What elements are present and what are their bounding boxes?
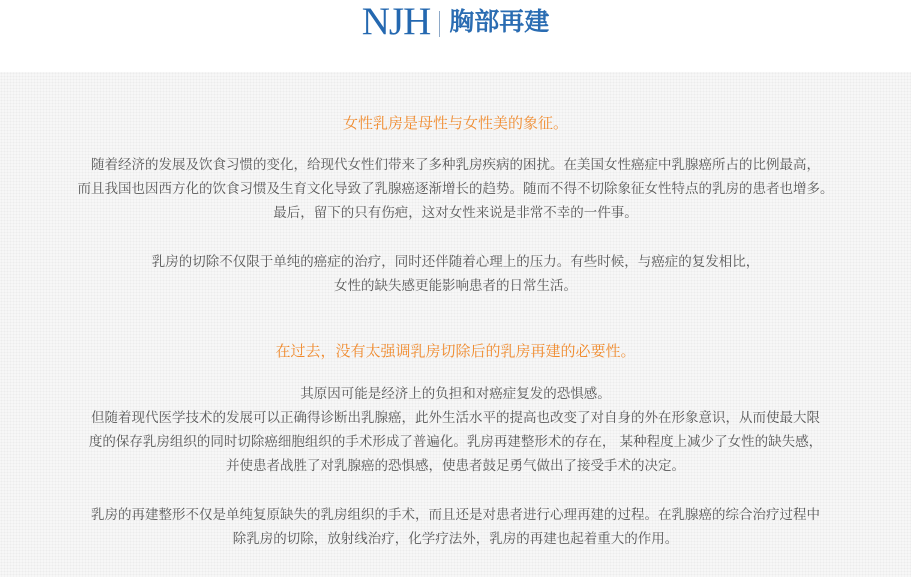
paragraph-line: 女性的缺失感更能影响患者的日常生活。 [334,278,577,294]
section-1-paragraph-2 [0,250,911,298]
section-2-paragraph-1 [0,382,911,478]
paragraph-line: 而且我国也因西方化的饮食习惯及生育文化导致了乳腺癌逐渐增长的趋势。随而不得不切除象征女性特点的乳房的患者也增多。 [77,181,834,197]
paragraph-line: 随着经济的发展及饮食习惯的变化，给现代女性们带来了多种乳房疾病的困扰。在美国女性癌症中乳腺癌所占的比例最高， [91,157,820,173]
paragraph-line: 并使患者战胜了对乳腺癌的恐惧感，使患者鼓足勇气做出了接受手术的决定。 [226,458,685,474]
paragraph-line: 乳房的再建整形不仅是单纯复原缺失的乳房组织的手术，而且还是对患者进行心理再建的过程。在乳腺癌的综合治疗过程中 [91,507,820,523]
paragraph-line: 但随着现代医学技术的发展可以正确得诊断出乳腺癌，此外生活水平的提高也改变了对自身的外在形象意识，从而使最大限 [91,410,820,426]
section-2-heading-block [0,341,911,361]
section-1-heading: 女性乳房是母性与女性美的象征。 [342,114,568,132]
paragraph-line: 最后，留下的只有伤疤，这对女性来说是非常不幸的一件事。 [273,205,638,221]
header [0,0,911,72]
logo[interactable] [0,2,911,42]
paragraph-line: 乳房的切除不仅限于单纯的癌症的治疗，同时还伴随着心理上的压力。有些时候，与癌症的复发相比， [151,254,760,270]
paragraph-line: 除乳房的切除，放射线治疗，化学疗法外，乳房的再建也起着重大的作用。 [232,531,679,547]
section-1-heading-block [0,113,911,133]
section-2-heading: 在过去，没有太强调乳房切除后的乳房再建的必要性。 [275,342,636,360]
content-area [0,72,911,577]
logo-divider [439,11,440,37]
logo-subtitle: 胸部再建 [449,7,550,36]
paragraph-line: 其原因可能是经济上的负担和对癌症复发的恐惧感。 [300,386,611,402]
section-1-paragraph-1 [0,153,911,225]
section-2-paragraph-2 [0,503,911,551]
logo-mark: NJH [361,0,431,43]
paragraph-line: 度的保存乳房组织的同时切除癌细胞组织的手术形成了普遍化。乳房再建整形术的存在， 某种程度上减少了女性的缺失感， [88,434,823,450]
